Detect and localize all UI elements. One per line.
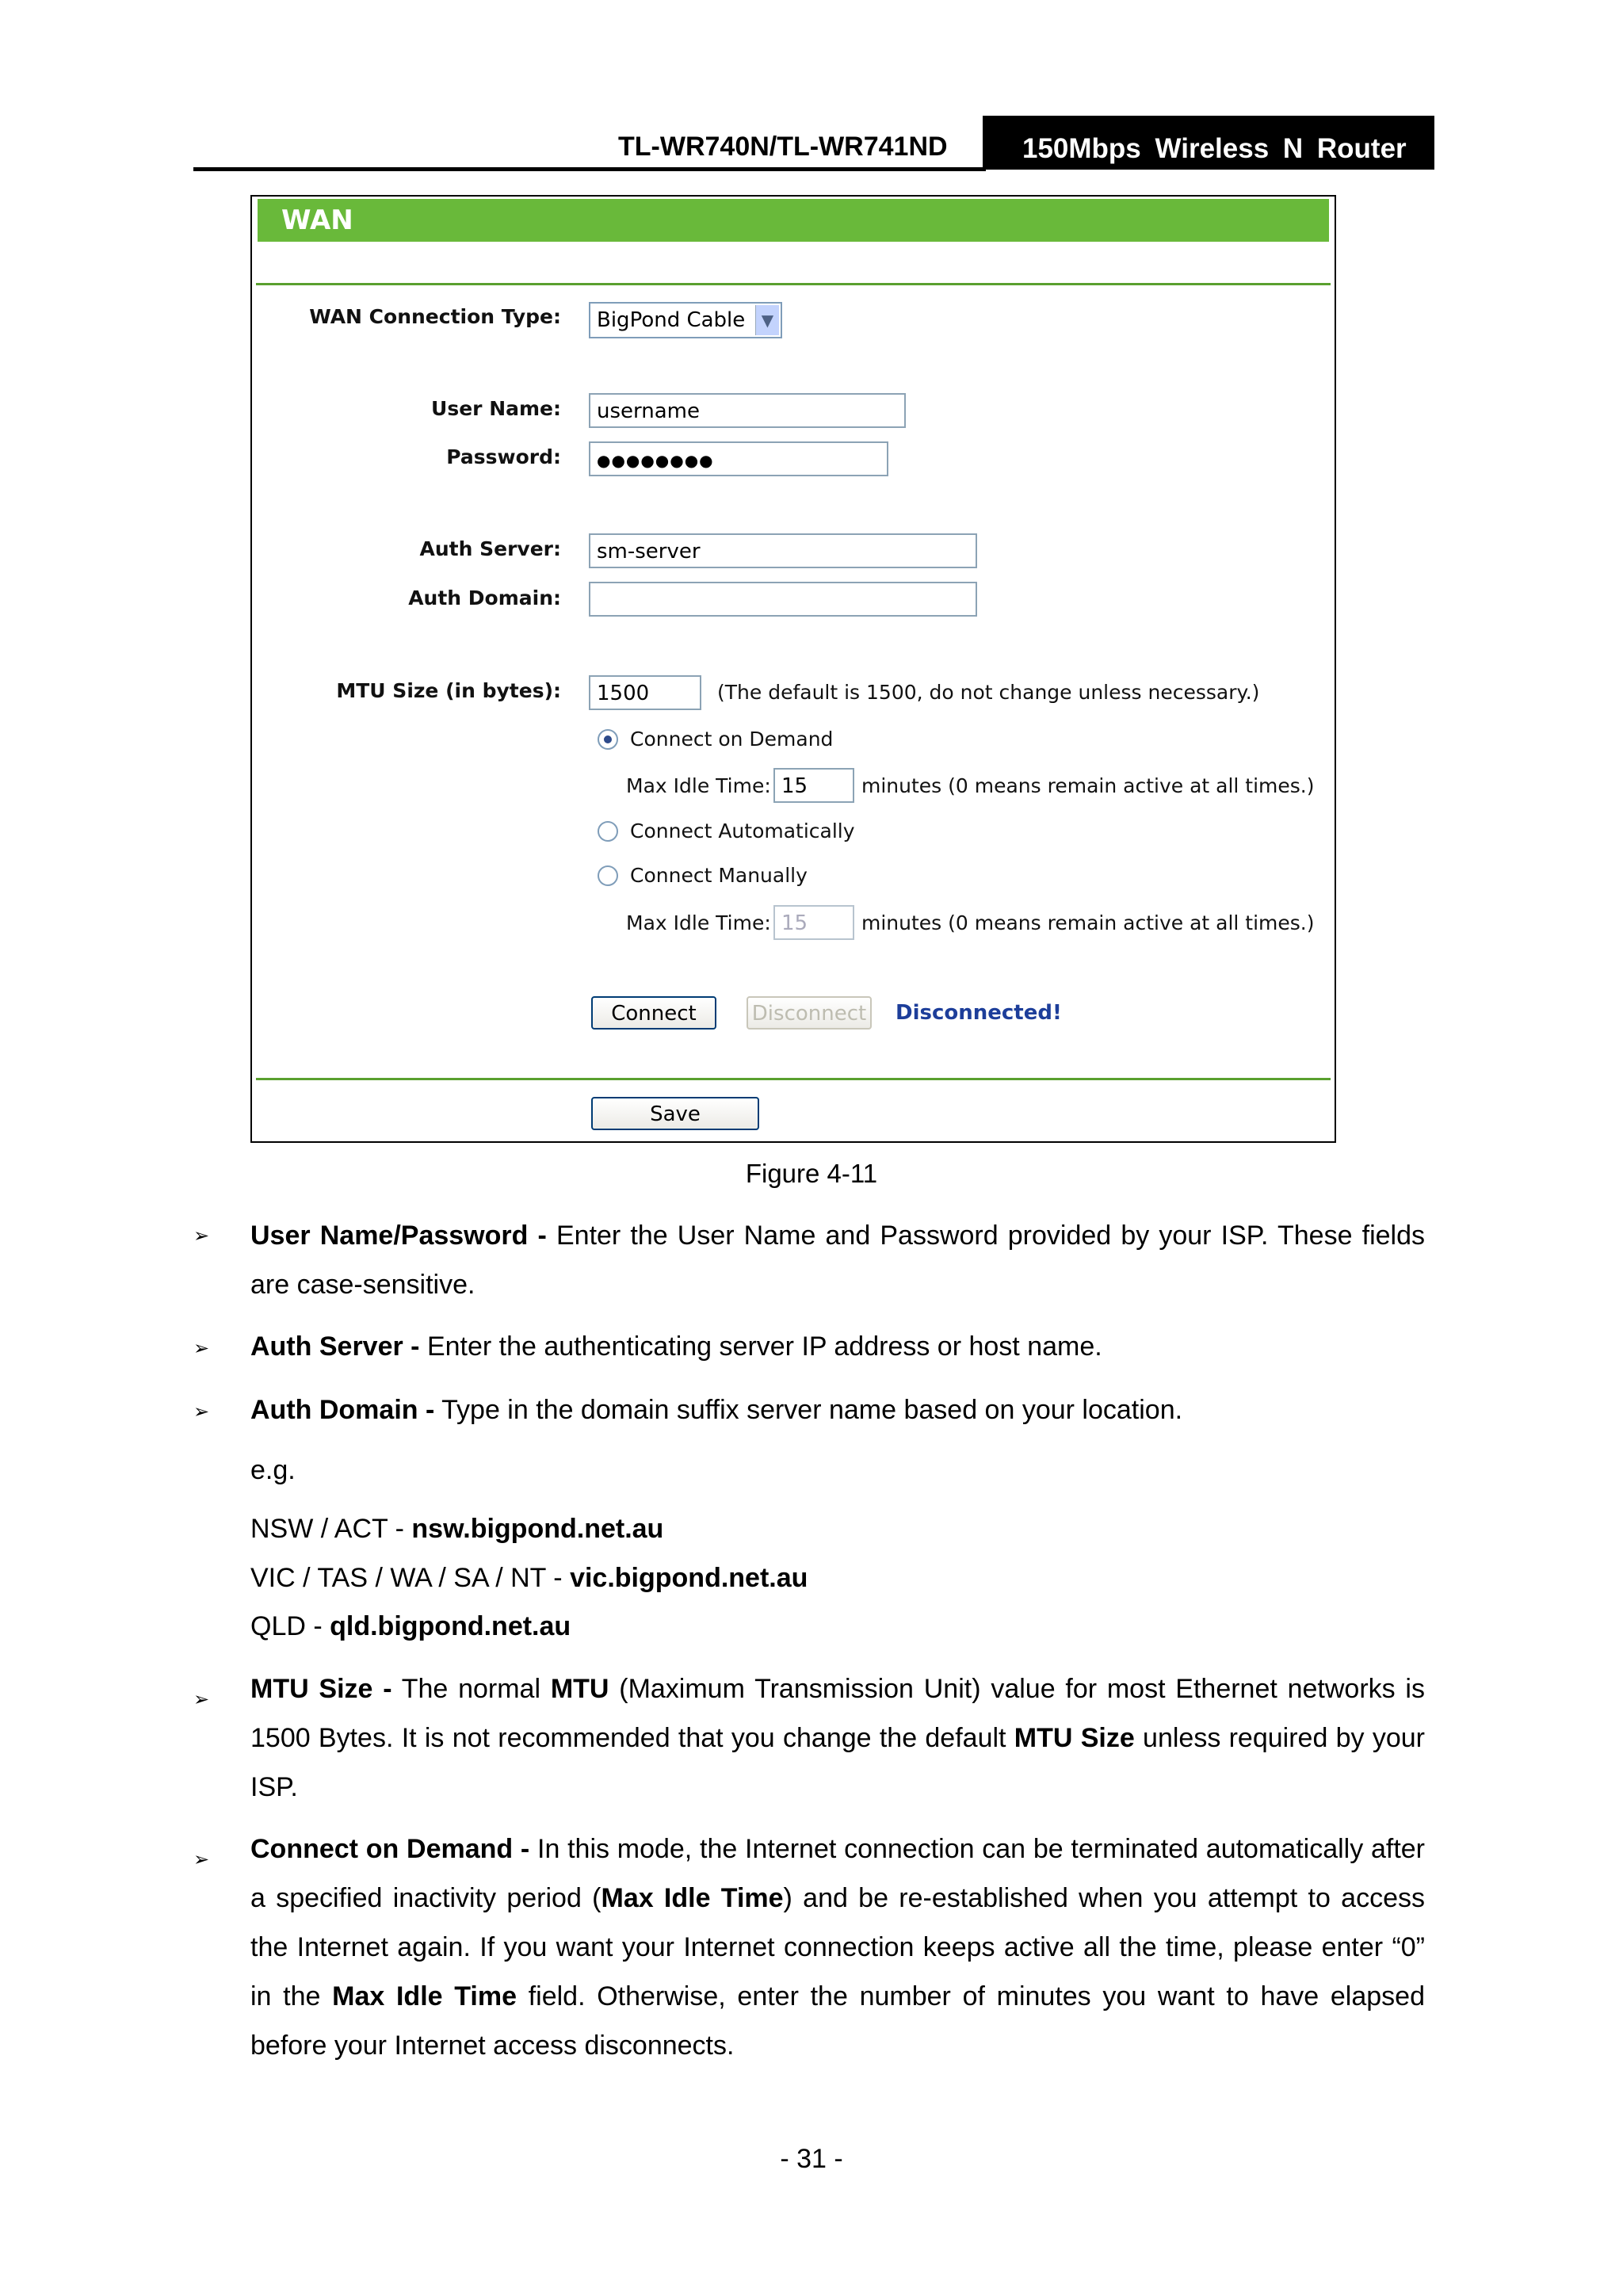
bottom-separator <box>256 1078 1331 1080</box>
save-button[interactable]: Save <box>591 1097 759 1130</box>
term: Auth Domain - <box>250 1395 435 1425</box>
text: field. Otherwise, enter the number of minutes you want to have elapsed before your Internet access disconnects. <box>250 1981 1425 2061</box>
username-password-paragraph <box>250 1211 1425 1309</box>
connection-type-select[interactable] <box>589 302 782 338</box>
max-idle-label-1: Max Idle Time: <box>626 774 771 797</box>
max-idle-note-2: minutes (0 means remain active at all times.) <box>861 911 1315 934</box>
bullet-marker: ➢ <box>193 1689 210 1710</box>
domain-vic <box>250 1563 808 1594</box>
domain: qld.bigpond.net.au <box>330 1611 571 1641</box>
radio-connect-automatically[interactable] <box>598 821 618 842</box>
max-idle-input-2[interactable]: 15 <box>773 905 854 940</box>
max-idle-input-1[interactable]: 15 <box>773 768 854 803</box>
connection-status: Disconnected! <box>896 1001 1062 1025</box>
connection-type-label: WAN Connection Type: <box>309 305 561 328</box>
wan-settings-panel <box>250 195 1336 1143</box>
text: ) and be re-established when you attempt to access the Internet again. If you want your Internet connection keeps active all the time, please enter “0” in the <box>250 1883 1425 2011</box>
domain-nsw <box>250 1514 663 1545</box>
connection-type-value: BigPond Cable <box>597 308 746 332</box>
bold-text: Max Idle Time <box>332 1981 517 2011</box>
connect-automatically-label: Connect Automatically <box>630 819 855 842</box>
bold-text: MTU Size <box>1014 1723 1135 1753</box>
term: Connect on Demand - <box>250 1834 530 1864</box>
figure-caption: Figure 4-11 <box>745 1159 878 1188</box>
text: The normal <box>391 1674 551 1704</box>
region: NSW / ACT - <box>250 1514 412 1544</box>
mtu-paragraph <box>250 1664 1425 1812</box>
mtu-label: MTU Size (in bytes): <box>336 679 561 702</box>
password-input[interactable]: ●●●●●●●● <box>589 441 888 476</box>
chevron-down-icon[interactable]: ▼ <box>755 305 779 335</box>
desc: Enter the authenticating server IP address or host name. <box>419 1331 1102 1362</box>
text: unless required by your ISP. <box>250 1723 1425 1802</box>
domain: vic.bigpond.net.au <box>570 1563 808 1593</box>
username-input[interactable]: username <box>589 393 906 428</box>
term: MTU Size - <box>250 1674 392 1704</box>
disconnect-button[interactable]: Disconnect <box>747 996 872 1030</box>
term: Auth Server - <box>250 1331 420 1362</box>
domain-qld <box>250 1611 571 1642</box>
auth-server-input[interactable]: sm-server <box>589 533 977 568</box>
domain: nsw.bigpond.net.au <box>411 1514 664 1544</box>
header-product: 150Mbps Wireless N Router <box>983 116 1434 170</box>
bullet-marker: ➢ <box>193 1401 210 1423</box>
auth-domain-input[interactable] <box>589 582 977 617</box>
region: VIC / TAS / WA / SA / NT - <box>250 1563 571 1593</box>
connect-manually-label: Connect Manually <box>630 864 808 887</box>
auth-server-paragraph <box>250 1322 1425 1371</box>
auth-server-label: Auth Server: <box>419 537 561 560</box>
header-rule <box>193 167 986 171</box>
max-idle-note-1: minutes (0 means remain active at all times.) <box>861 774 1315 797</box>
desc: Enter the User Name and Password provided by your ISP. These fields are case-sensitive. <box>250 1221 1425 1300</box>
text: In this mode, the Internet connection can be terminated automatically after a specified inactivity period ( <box>250 1834 1425 1913</box>
bold-text: Max Idle Time <box>601 1883 784 1913</box>
text: (Maximum Transmission Unit) value for most Ethernet networks is 1500 Bytes. It is not recommended that you change the default <box>250 1674 1425 1753</box>
password-label: Password: <box>446 445 561 468</box>
connect-on-demand-paragraph <box>250 1824 1425 2070</box>
desc: Type in the domain suffix server name based on your location. <box>434 1395 1183 1425</box>
radio-connect-manually[interactable] <box>598 865 618 886</box>
auth-domain-label: Auth Domain: <box>408 586 561 609</box>
example-label: e.g. <box>250 1455 296 1485</box>
auth-domain-paragraph <box>250 1385 1425 1435</box>
region: QLD - <box>250 1611 330 1641</box>
radio-connect-on-demand[interactable] <box>598 729 618 750</box>
connect-button[interactable]: Connect <box>591 996 716 1030</box>
bullet-marker: ➢ <box>193 1338 210 1359</box>
max-idle-label-2: Max Idle Time: <box>626 911 771 934</box>
top-separator <box>256 283 1331 285</box>
term: User Name/Password - <box>250 1221 547 1251</box>
header-model: TL-WR740N/TL-WR741ND <box>618 132 948 162</box>
connect-on-demand-label: Connect on Demand <box>630 728 834 751</box>
mtu-input[interactable]: 1500 <box>589 675 701 710</box>
bold-text: MTU <box>550 1674 609 1704</box>
panel-title: WAN <box>258 199 1329 242</box>
username-label: User Name: <box>431 397 561 420</box>
page-number: - 31 - <box>780 2144 843 2174</box>
bullet-marker: ➢ <box>193 1225 210 1247</box>
mtu-note: (The default is 1500, do not change unless necessary.) <box>717 681 1260 704</box>
bullet-marker: ➢ <box>193 1849 210 1870</box>
